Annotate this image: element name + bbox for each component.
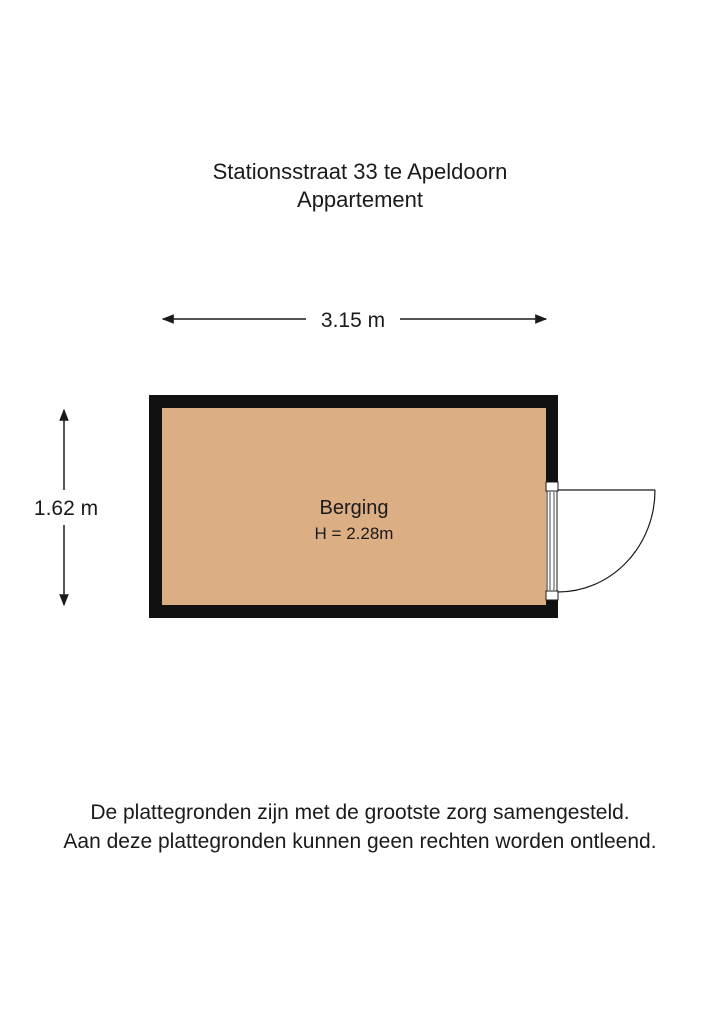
- address-title: Stationsstraat 33 te Apeldoorn: [212, 159, 508, 184]
- room-berging: [149, 395, 655, 618]
- door-jamb-bottom: [546, 591, 558, 600]
- width-dimension-label: 3.15 m: [320, 309, 386, 332]
- height-dimension-label: 1.62 m: [33, 497, 99, 520]
- width-dimension: [163, 309, 546, 332]
- room-name: Berging: [319, 497, 389, 519]
- door-frame: [547, 484, 557, 596]
- disclaimer-line-2: Aan deze plattegronden kunnen geen rechten worden ontleend.: [63, 830, 657, 853]
- disclaimer: [0, 798, 720, 856]
- room-ceiling-height: H = 2.28m: [314, 524, 394, 543]
- door-jamb-top: [546, 482, 558, 491]
- property-type-subtitle: Appartement: [297, 187, 423, 212]
- door-swing-arc: [558, 490, 655, 592]
- height-dimension: [34, 410, 98, 605]
- disclaimer-line-1: De plattegronden zijn met de grootste zorg samengesteld.: [90, 801, 630, 824]
